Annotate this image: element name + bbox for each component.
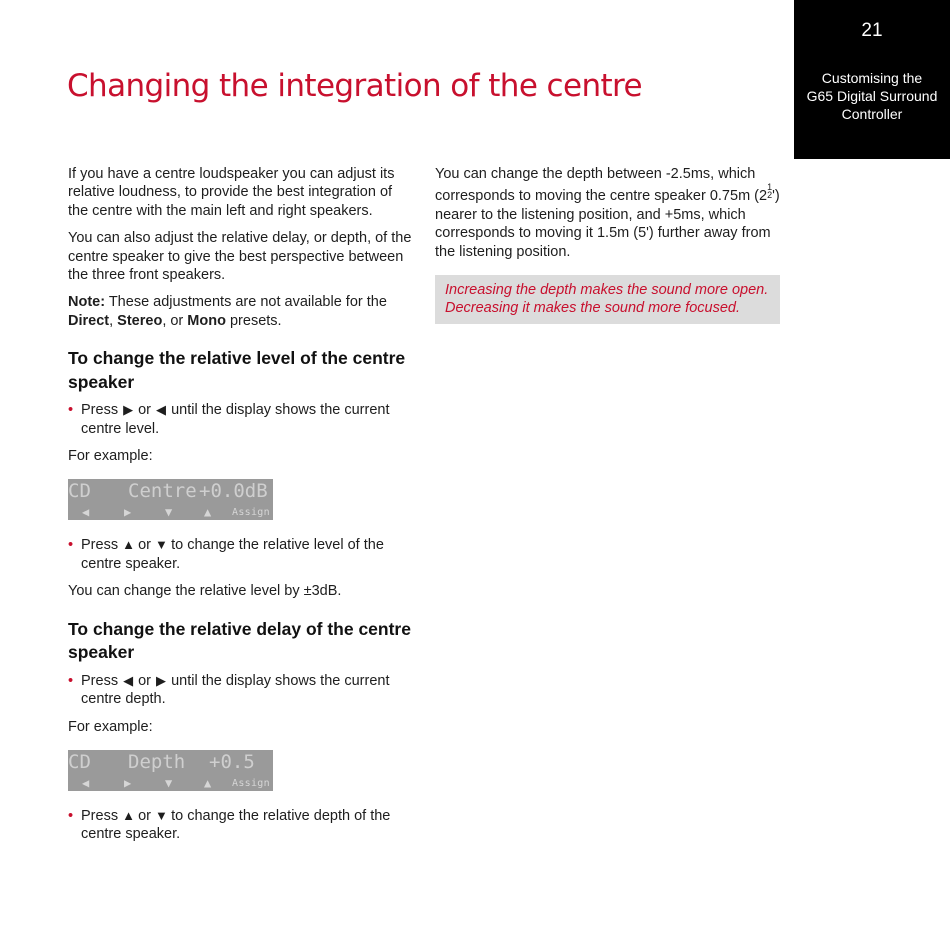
section-heading-level: To change the relative level of the centre speaker bbox=[68, 348, 406, 392]
lcd-display-depth bbox=[68, 750, 273, 791]
instruction-item: • Press ▶ or ◀ until the display shows the current centre level. bbox=[68, 402, 390, 437]
lcd-softkeys bbox=[68, 777, 273, 790]
up-arrow-icon: ▲ bbox=[122, 807, 135, 823]
half-fraction: 1 2 bbox=[767, 182, 773, 201]
bullet-dot: • bbox=[68, 672, 74, 689]
down-key-icon: ▼ bbox=[165, 505, 173, 520]
lcd-label: Centre bbox=[128, 480, 197, 503]
lcd-softkeys bbox=[68, 506, 273, 519]
note-label: Note: bbox=[68, 294, 106, 311]
left-key-icon: ◀ bbox=[82, 505, 90, 520]
up-key-icon: ▲ bbox=[204, 505, 212, 520]
section-title bbox=[794, 69, 950, 123]
section-tab bbox=[794, 0, 950, 159]
assign-key-label: Assign bbox=[232, 777, 270, 789]
down-arrow-icon: ▼ bbox=[155, 807, 168, 823]
lcd-label: Depth bbox=[128, 750, 186, 773]
depth-range-paragraph: You can change the depth between -2.5ms, which corresponds to moving the centre speaker 0.75m (2 1 2 ') nearer to the listening position, and +5ms, which corresponds to moving it 1.5m (5') further away from the listening position. bbox=[435, 166, 780, 260]
left-arrow-icon: ◀ bbox=[156, 402, 167, 418]
instruction-item: • Press ◀ or ▶ until the display shows the current centre depth. bbox=[68, 672, 390, 708]
section-heading-delay: To change the relative delay of the centre speaker bbox=[68, 618, 411, 663]
assign-key-label: Assign bbox=[232, 507, 270, 519]
right-arrow-icon: ▶ bbox=[156, 672, 167, 688]
right-key-icon: ▶ bbox=[124, 505, 132, 520]
intro-paragraph: If you have a centre loudspeaker you can adjust its relative loudness, to provide the best integration of the centre with the main left and right speakers. bbox=[68, 166, 395, 219]
section-title-line: G65 Digital Surround bbox=[806, 88, 938, 104]
bullet-dot: • bbox=[68, 807, 74, 824]
up-arrow-icon: ▲ bbox=[122, 537, 135, 553]
lcd-value: +0.5 bbox=[209, 750, 255, 773]
intro-paragraph: You can also adjust the relative delay, or depth, of the centre speaker to give the best perspective between the three front speakers. bbox=[68, 230, 412, 284]
down-key-icon: ▼ bbox=[165, 775, 173, 790]
down-arrow-icon: ▼ bbox=[155, 537, 168, 553]
right-key-icon: ▶ bbox=[124, 775, 132, 790]
left-column bbox=[68, 165, 413, 853]
page-heading: Changing the integration of the centre bbox=[67, 68, 642, 104]
lcd-source: CD bbox=[68, 750, 91, 773]
note-paragraph: Note: These adjustments are not available for the Direct, Stereo, or Mono presets. bbox=[68, 294, 387, 329]
bullet-dot: • bbox=[68, 537, 74, 554]
lcd-value: +0.0dB bbox=[199, 480, 268, 503]
left-arrow-icon: ◀ bbox=[123, 672, 134, 688]
left-key-icon: ◀ bbox=[82, 775, 90, 790]
page-number: 21 bbox=[861, 20, 883, 41]
tip-callout: Increasing the depth makes the sound more open. Decreasing it makes the sound more focused. bbox=[435, 275, 780, 324]
lcd-source: CD bbox=[68, 480, 91, 503]
section-title-line: Controller bbox=[841, 106, 903, 122]
level-range-text: You can change the relative level by ±3dB. bbox=[68, 583, 342, 600]
instruction-item: • Press ▲ or ▼ to change the relative level of the centre speaker. bbox=[68, 537, 384, 572]
right-column bbox=[435, 165, 780, 324]
example-label: For example: bbox=[68, 718, 153, 735]
instruction-item: • Press ▲ or ▼ to change the relative depth of the centre speaker. bbox=[68, 807, 391, 843]
section-title-line: Customising the bbox=[821, 70, 923, 86]
lcd-display-level bbox=[68, 479, 273, 520]
example-label: For example: bbox=[68, 448, 153, 465]
up-key-icon: ▲ bbox=[204, 775, 212, 790]
right-arrow-icon: ▶ bbox=[123, 402, 134, 418]
bullet-dot: • bbox=[68, 402, 74, 419]
